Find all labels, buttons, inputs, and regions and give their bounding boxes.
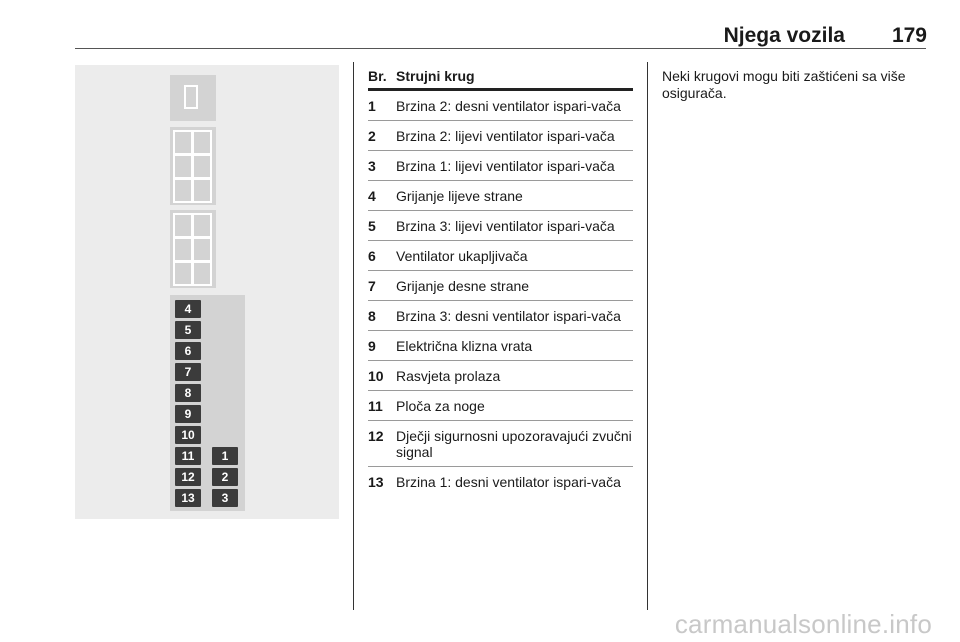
table-row: [368, 421, 633, 467]
fuse-label: 5: [175, 321, 201, 339]
fuse-box-figure: [75, 65, 339, 519]
row-circuit: Grijanje desne strane: [396, 278, 530, 294]
table-row: [368, 121, 633, 151]
row-number: 2: [368, 128, 376, 144]
column-divider-right: [647, 62, 648, 610]
table-row: [368, 301, 633, 331]
fuse-label: 1: [212, 447, 238, 465]
row-circuit: Ploča za noge: [396, 398, 485, 414]
row-number: 9: [368, 338, 376, 354]
fuse-label: 7: [175, 363, 201, 381]
column-header-circuit: Strujni krug: [396, 68, 475, 84]
row-number: 5: [368, 218, 376, 234]
column-divider-left: [353, 62, 354, 610]
fuse-slot: [192, 178, 212, 203]
fuse-slot: [173, 130, 193, 155]
table-row: [368, 331, 633, 361]
row-circuit: Ventilator ukapljivača: [396, 248, 528, 264]
fuse-label: 3: [212, 489, 238, 507]
fuse-slot: [173, 237, 193, 262]
row-circuit: Brzina 3: lijevi ventilator ispari-vača: [396, 218, 615, 234]
row-number: 3: [368, 158, 376, 174]
fuse-slot: [173, 154, 193, 179]
table-row: [368, 271, 633, 301]
row-circuit: Brzina 2: desni ventilator ispari-vača: [396, 98, 621, 114]
fuse-block-grid-upper: [170, 127, 216, 205]
table-row: [368, 391, 633, 421]
fuse-slot: [184, 85, 198, 109]
row-circuit: Brzina 2: lijevi ventilator ispari-vača: [396, 128, 615, 144]
fuse-label: 4: [175, 300, 201, 318]
table-row: [368, 181, 633, 211]
header-rule: [75, 48, 926, 49]
fuse-block-numbered: [170, 295, 245, 511]
fuse-label: 2: [212, 468, 238, 486]
fuse-slot: [192, 130, 212, 155]
watermark: carmanualsonline.info: [674, 609, 932, 639]
row-circuit: Brzina 3: desni ventilator ispari-vača: [396, 308, 621, 324]
row-circuit: Brzina 1: lijevi ventilator ispari-vača: [396, 158, 615, 174]
fuse-label: 13: [175, 489, 201, 507]
row-number: 1: [368, 98, 376, 114]
fuse-table: [368, 68, 633, 496]
row-circuit: Dječji sigurnosni upozoravajući zvučni signal: [396, 428, 632, 460]
fuse-slot: [173, 213, 193, 238]
table-row: [368, 91, 633, 121]
row-circuit: Grijanje lijeve strane: [396, 188, 523, 204]
page-number: 179: [891, 24, 927, 47]
fuse-label: 11: [175, 447, 201, 465]
row-number: 10: [368, 368, 384, 384]
fuse-slot: [192, 213, 212, 238]
row-number: 7: [368, 278, 376, 294]
fuse-slot: [173, 178, 193, 203]
header-title: Njega vozila: [723, 24, 845, 47]
table-header: [368, 68, 633, 91]
table-row: [368, 361, 633, 391]
note-text: Neki krugovi mogu biti zaštićeni sa više osigurača.: [662, 68, 906, 101]
row-number: 12: [368, 428, 384, 444]
row-circuit: Rasvjeta prolaza: [396, 368, 501, 384]
row-circuit: Brzina 1: desni ventilator ispari-vača: [396, 474, 621, 490]
fuse-block-single: [170, 75, 216, 121]
table-row: [368, 467, 633, 496]
table-row: [368, 151, 633, 181]
table-body: [368, 91, 633, 496]
column-header-number: Br.: [368, 68, 387, 84]
row-circuit: Električna klizna vrata: [396, 338, 533, 354]
fuse-label: 9: [175, 405, 201, 423]
fuse-label: 8: [175, 384, 201, 402]
fuse-label: 6: [175, 342, 201, 360]
table-row: [368, 241, 633, 271]
fuse-slot: [192, 261, 212, 286]
fuse-label: 10: [175, 426, 201, 444]
fuse-block-grid-lower: [170, 210, 216, 288]
row-number: 6: [368, 248, 376, 264]
fuse-slot: [192, 237, 212, 262]
fuse-label: 12: [175, 468, 201, 486]
row-number: 8: [368, 308, 376, 324]
fuse-slot: [192, 154, 212, 179]
fuse-slot: [173, 261, 193, 286]
row-number: 13: [368, 474, 384, 490]
row-number: 11: [368, 398, 383, 414]
row-number: 4: [368, 188, 376, 204]
table-row: [368, 211, 633, 241]
